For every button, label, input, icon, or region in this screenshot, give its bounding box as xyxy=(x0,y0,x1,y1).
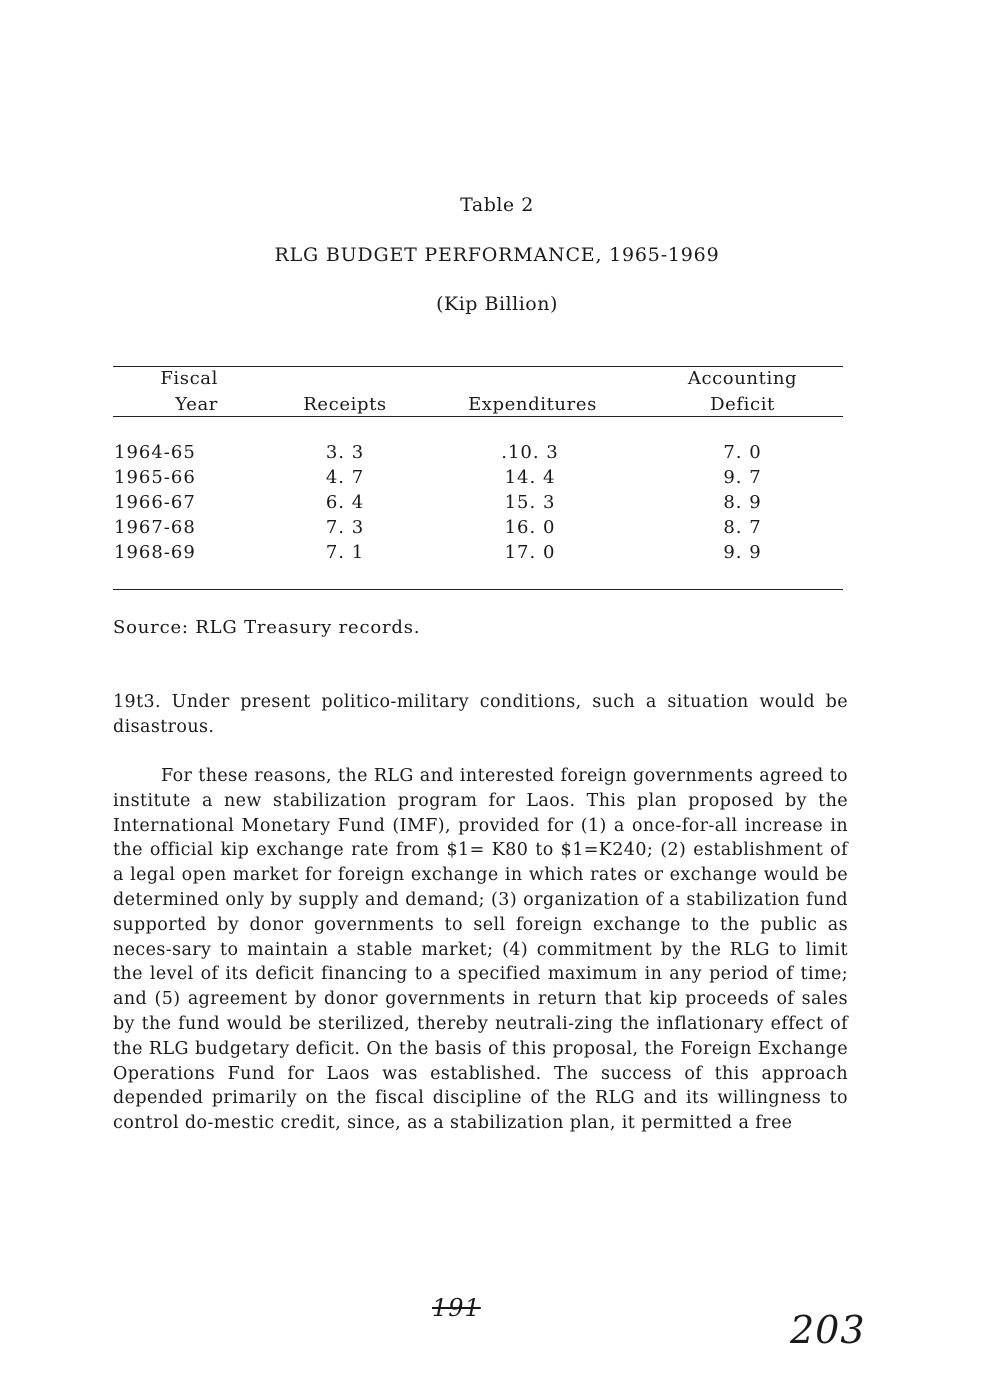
handwritten-page-stamp: 203 xyxy=(790,1308,866,1352)
cell-deficit: 8. 9 xyxy=(723,492,762,513)
cell-fiscal-year: 1965-66 xyxy=(114,467,196,488)
table-row xyxy=(0,517,994,542)
header-deficit: Deficit xyxy=(710,394,775,415)
table-row xyxy=(0,467,994,492)
table-row xyxy=(0,492,994,517)
table-row xyxy=(0,442,994,467)
paragraph-continuation: 19t3. Under present politico-military conditions, such a situation would be disastrous. xyxy=(113,692,848,737)
cell-deficit: 9. 7 xyxy=(723,467,762,488)
cell-expenditures: 15. 3 xyxy=(504,492,556,513)
header-year: Year xyxy=(175,394,218,415)
table-bottom-rule xyxy=(113,589,843,590)
cell-fiscal-year: 1966-67 xyxy=(114,492,196,513)
table-title: RLG BUDGET PERFORMANCE, 1965-1969 xyxy=(274,244,720,266)
cell-deficit: 7. 0 xyxy=(723,442,762,463)
table-unit: (Kip Billion) xyxy=(436,293,558,315)
cell-fiscal-year: 1968-69 xyxy=(114,542,196,563)
table-source: Source: RLG Treasury records. xyxy=(113,617,421,638)
header-receipts: Receipts xyxy=(303,394,387,415)
table-row xyxy=(0,542,994,567)
cell-fiscal-year: 1967-68 xyxy=(114,517,196,538)
table-label: Table 2 xyxy=(460,194,534,216)
cell-receipts: 7. 3 xyxy=(325,517,365,538)
header-expenditures: Expenditures xyxy=(468,394,597,415)
header-accounting: Accounting xyxy=(687,368,798,389)
cell-receipts: 6. 4 xyxy=(325,492,365,513)
cell-expenditures: .10. 3 xyxy=(501,442,559,463)
cell-deficit: 8. 7 xyxy=(723,517,762,538)
cell-expenditures: 17. 0 xyxy=(504,542,556,563)
cell-expenditures: 16. 0 xyxy=(504,517,556,538)
cell-deficit: 9. 9 xyxy=(723,542,762,563)
table-header-rule xyxy=(113,416,843,417)
cell-receipts: 4. 7 xyxy=(325,467,365,488)
cell-expenditures: 14. 4 xyxy=(504,467,556,488)
cell-receipts: 7. 1 xyxy=(325,542,365,563)
page-number: 191 xyxy=(432,1294,481,1322)
cell-fiscal-year: 1964-65 xyxy=(114,442,196,463)
paragraph-stabilization: For these reasons, the RLG and interested foreign governments agreed to institute a new stabilization program for Laos. This plan proposed by the International Monetary Fund (IMF), provided for (1) a once-for-all increase in the official kip exchange rate from $1= K80 to $1=K240; (2) establishment of a legal open market for foreign exchange in which rates or exchange would be determined only by supply and demand; (3) organization of a stabilization fund supported by donor governments to sell foreign exchange to the public as neces-sary to maintain a stable market; (4) commitment by the RLG to limit the level of its deficit financing to a specified maximum in any period of time; and (5) agreement by donor governments in return that kip proceeds of sales by the fund would be sterilized, thereby neutrali-zing the inflationary effect of the RLG budgetary deficit. On the basis of this proposal, the Foreign Exchange Operations Fund for Laos was established. The success of this approach depended primarily on the fiscal discipline of the RLG and its willingness to control do-mestic credit, since, as a stabilization plan, it permitted a free xyxy=(113,766,848,1134)
cell-receipts: 3. 3 xyxy=(325,442,365,463)
header-fiscal: Fiscal xyxy=(160,368,218,389)
